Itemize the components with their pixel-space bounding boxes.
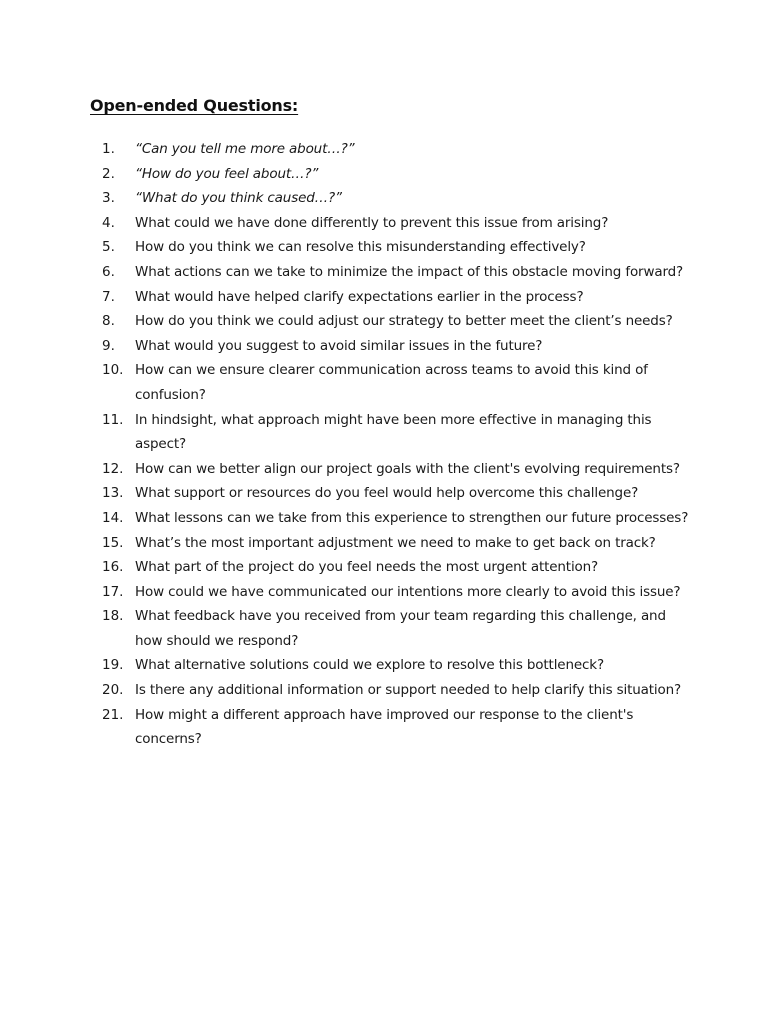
question-text: “What do you think caused…?”: [135, 190, 342, 207]
question-number: 3.: [102, 190, 115, 207]
question-text: How could we have communicated our intentions more clearly to avoid this issue?: [135, 583, 681, 600]
question-text: How might a different approach have improved our response to the client's concerns?: [135, 706, 634, 748]
question-number: 8.: [102, 313, 115, 330]
question-number: 11.: [102, 411, 124, 428]
question-number: 4.: [102, 214, 115, 231]
question-text: “How do you feel about…?”: [135, 165, 319, 182]
question-number-wrap: [90, 235, 135, 260]
question-number: 7.: [102, 288, 115, 305]
page-title: Open-ended Questions:: [90, 96, 299, 115]
question-item: [90, 678, 690, 703]
question-number: 5.: [102, 239, 115, 256]
question-number: 9.: [102, 337, 115, 354]
question-number-wrap: [90, 653, 135, 678]
question-item: [90, 653, 690, 678]
question-number-wrap: [90, 260, 135, 285]
question-number-wrap: [90, 285, 135, 310]
question-item: [90, 580, 690, 605]
question-number-wrap: [90, 186, 135, 211]
question-item: [90, 457, 690, 482]
question-number: 2.: [102, 165, 115, 182]
question-number: 17.: [102, 583, 124, 600]
question-text: What lessons can we take from this experience to strengthen our future processes?: [135, 509, 689, 526]
question-item: [90, 408, 690, 457]
question-item: [90, 555, 690, 580]
question-item: [90, 137, 690, 162]
question-item: [90, 285, 690, 310]
question-number-wrap: [90, 334, 135, 359]
question-number-wrap: [90, 211, 135, 236]
question-text: What actions can we take to minimize the impact of this obstacle moving forward?: [135, 263, 684, 280]
question-text: What alternative solutions could we explore to resolve this bottleneck?: [135, 657, 604, 674]
question-item: [90, 703, 690, 752]
question-text: How do you think we can resolve this misunderstanding effectively?: [135, 239, 586, 256]
question-number-wrap: [90, 309, 135, 334]
question-text: What could we have done differently to prevent this issue from arising?: [135, 214, 609, 231]
question-number: 19.: [102, 657, 124, 674]
question-text: How do you think we could adjust our strategy to better meet the client’s needs?: [135, 313, 673, 330]
question-number-wrap: [90, 358, 135, 383]
question-number: 15.: [102, 534, 124, 551]
question-number-wrap: [90, 703, 135, 728]
question-item: [90, 334, 690, 359]
question-text: “Can you tell me more about…?”: [135, 141, 355, 157]
question-number: 18.: [102, 608, 124, 625]
question-item: [90, 260, 690, 285]
question-item: [90, 358, 690, 407]
question-text: What feedback have you received from your team regarding this challenge, and how should we respond?: [135, 608, 666, 649]
question-text: What would have helped clarify expectations earlier in the process?: [135, 288, 584, 305]
question-item: [90, 531, 690, 556]
question-text: In hindsight, what approach might have been more effective in managing this aspect?: [135, 411, 652, 453]
question-number-wrap: [90, 162, 135, 187]
question-number-wrap: [90, 506, 135, 531]
question-number: 13.: [102, 485, 124, 502]
question-item: [90, 186, 690, 211]
question-number-wrap: [90, 457, 135, 482]
question-item: [90, 506, 690, 531]
question-number-wrap: [90, 481, 135, 506]
question-item: [90, 211, 690, 236]
question-number-wrap: [90, 555, 135, 580]
question-number-wrap: [90, 604, 135, 629]
question-text: How can we better align our project goals with the client's evolving requirements?: [135, 460, 680, 477]
question-list: [90, 137, 690, 752]
question-text: What support or resources do you feel would help overcome this challenge?: [135, 485, 639, 502]
question-text: How can we ensure clearer communication across teams to avoid this kind of confusion?: [135, 362, 648, 403]
question-item: [90, 309, 690, 334]
question-text: What would you suggest to avoid similar issues in the future?: [135, 337, 543, 354]
question-number: 12.: [102, 460, 124, 477]
question-number: 6.: [102, 263, 115, 280]
question-number: 21.: [102, 706, 124, 723]
question-number-wrap: [90, 137, 135, 162]
question-number-wrap: [90, 408, 135, 433]
question-number-wrap: [90, 580, 135, 605]
question-number: 1.: [102, 141, 115, 157]
question-item: [90, 604, 690, 653]
question-item: [90, 481, 690, 506]
question-text: What part of the project do you feel needs the most urgent attention?: [135, 559, 599, 576]
question-number: 20.: [102, 682, 124, 699]
question-item: [90, 162, 690, 187]
question-number-wrap: [90, 678, 135, 703]
question-number: 10.: [102, 362, 124, 379]
question-number-wrap: [90, 531, 135, 556]
question-item: [90, 235, 690, 260]
question-text: Is there any additional information or support needed to help clarify this situation?: [135, 682, 682, 699]
question-number: 14.: [102, 509, 124, 526]
question-text: What’s the most important adjustment we need to make to get back on track?: [135, 534, 656, 551]
question-number: 16.: [102, 559, 124, 576]
